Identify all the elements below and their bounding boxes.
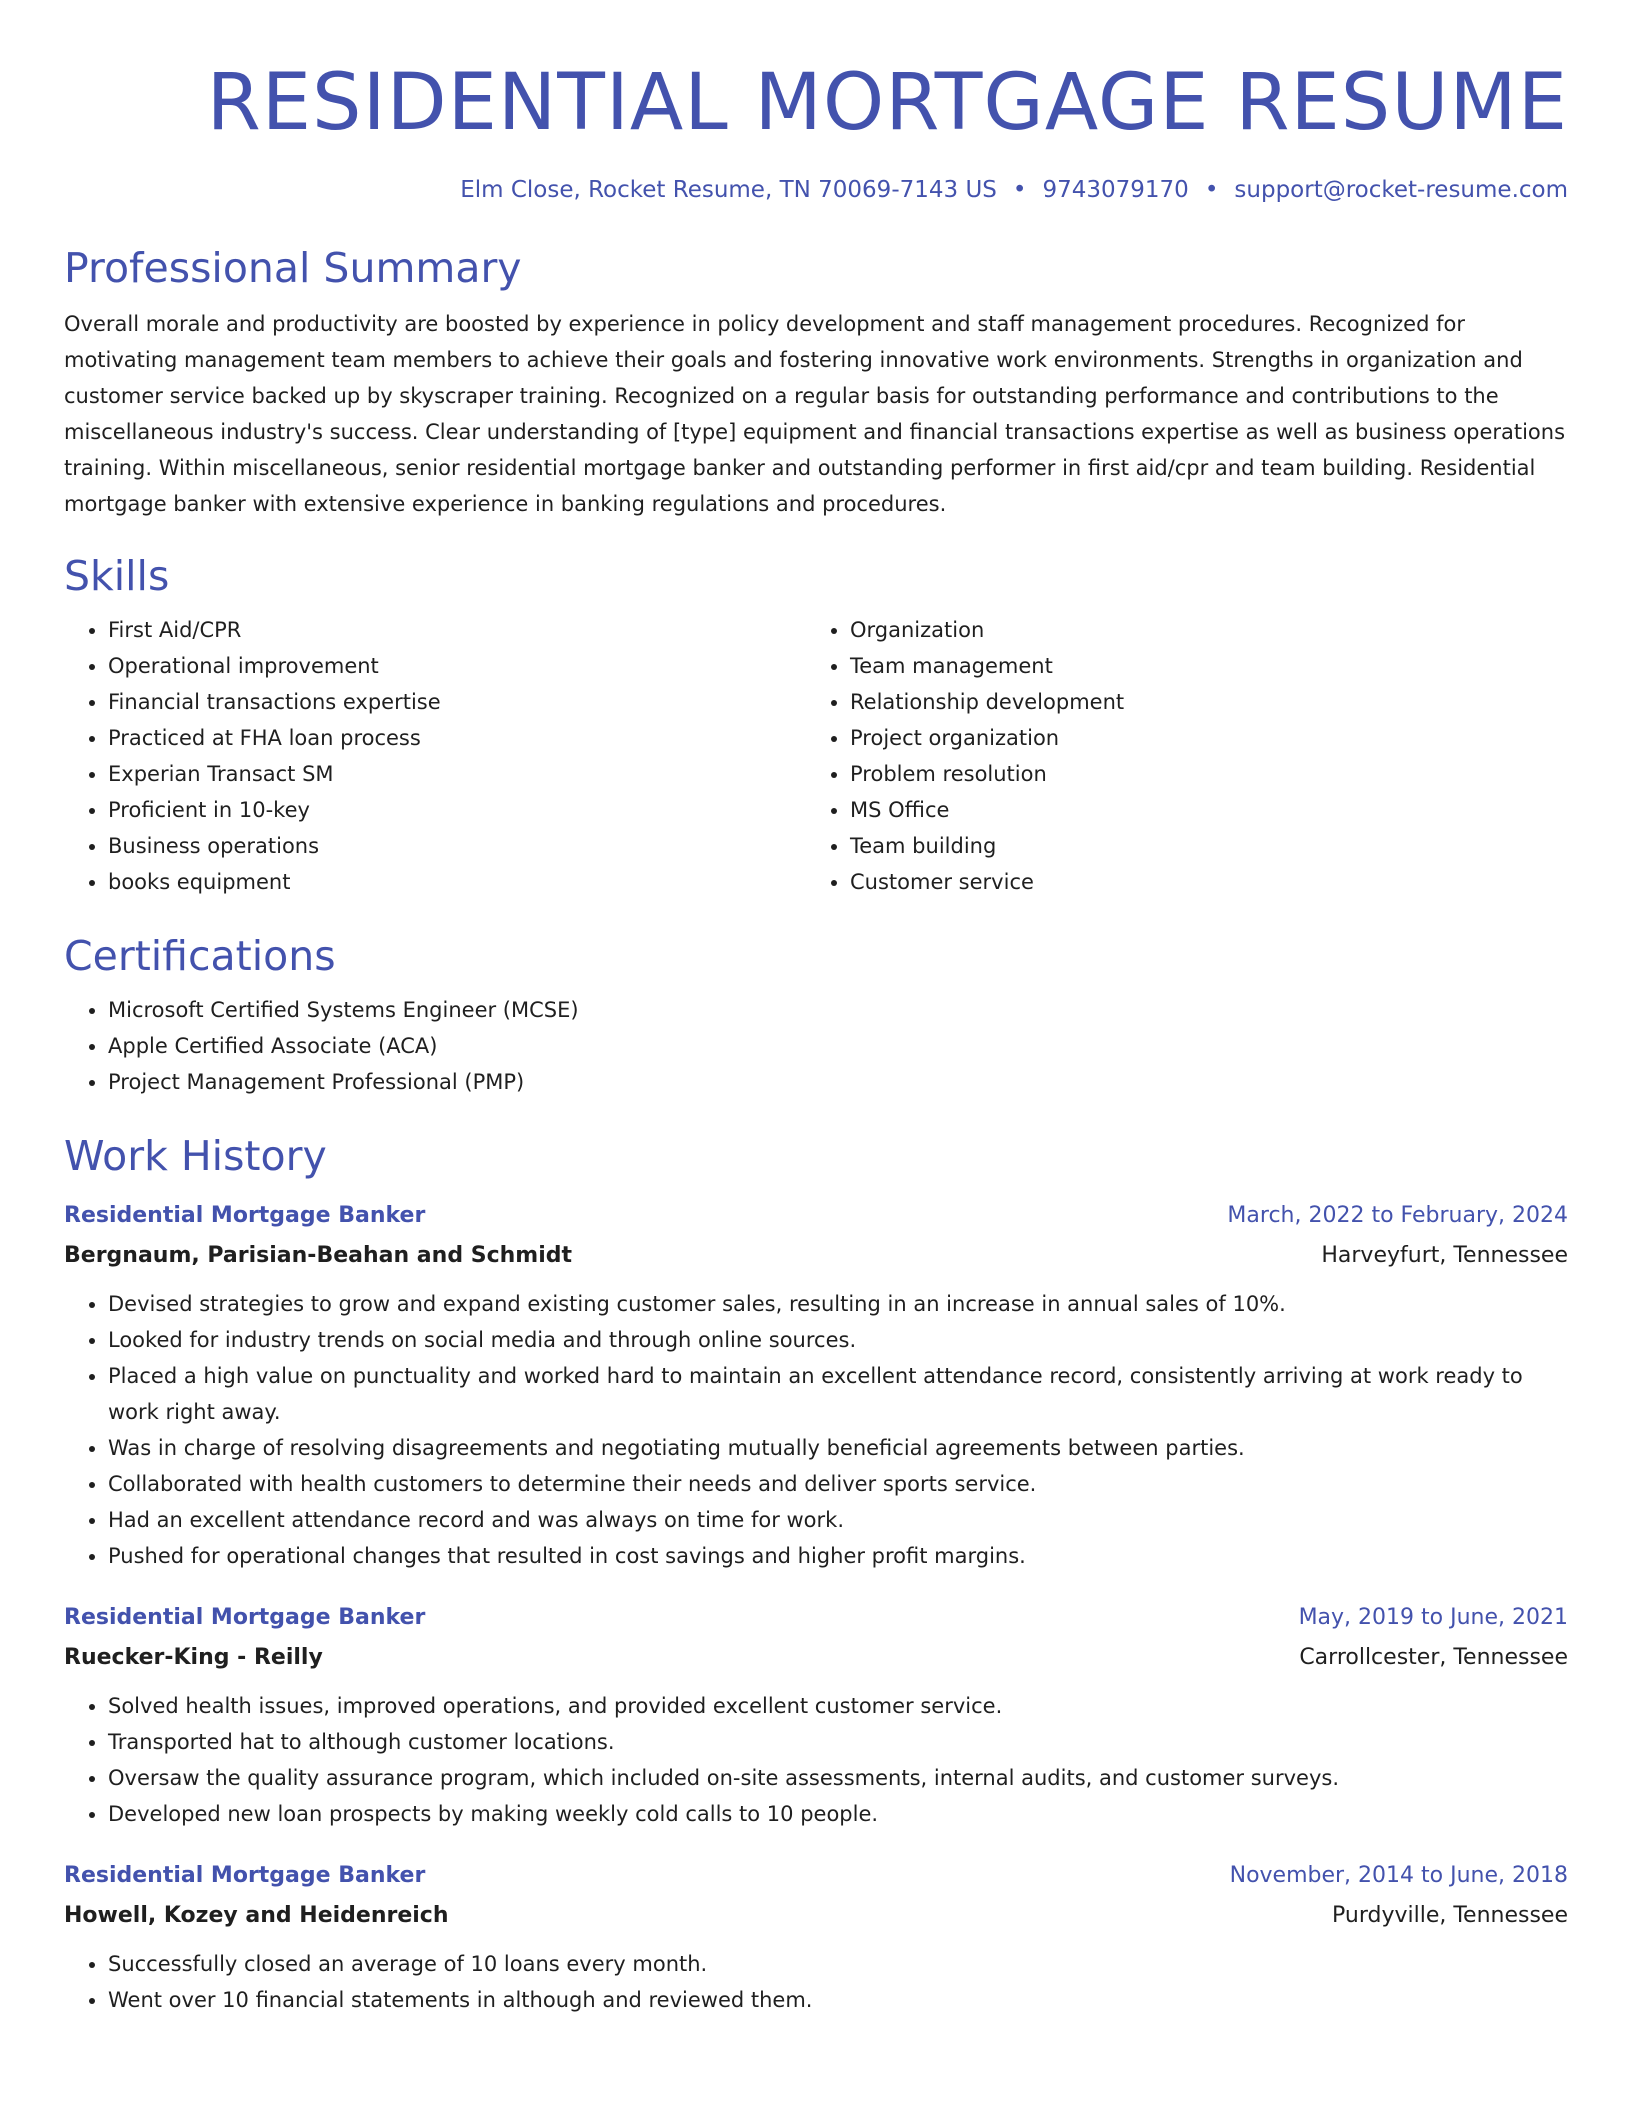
skill-item: • Project organization <box>850 720 1548 756</box>
contact-separator: • <box>1012 177 1027 203</box>
job-company: Ruecker-King - Reilly <box>64 1645 323 1670</box>
resume-title: RESIDENTIAL MORTGAGE RESUME <box>206 58 1568 148</box>
certification-item: • Project Management Professional (PMP) <box>108 1064 1568 1100</box>
job-bullets <box>64 1688 1568 1832</box>
skill-item: • Experian Transact SM <box>108 756 806 792</box>
job-location: Carrollcester, Tennessee <box>1299 1645 1568 1670</box>
job-entry <box>64 1196 1568 1574</box>
job-bullet: • Solved health issues, improved operations, and provided excellent customer service. <box>108 1688 1568 1724</box>
skill-item: • Relationship development <box>850 684 1548 720</box>
job-bullet: • Collaborated with health customers to determine their needs and deliver sports service. <box>108 1466 1568 1502</box>
job-bullet: • Had an excellent attendance record and was always on time for work. <box>108 1502 1568 1538</box>
job-company: Bergnaum, Parisian-Beahan and Schmidt <box>64 1243 572 1268</box>
certifications-list <box>64 992 1568 1100</box>
skill-item: • Team building <box>850 828 1548 864</box>
contact-address: Elm Close, Rocket Resume, TN 70069-7143 US <box>460 177 997 203</box>
skill-item: • Financial transactions expertise <box>108 684 806 720</box>
skills-list <box>64 612 1568 900</box>
job-bullet: • Successfully closed an average of 10 loans every month. <box>108 1946 1568 1982</box>
skill-item: • Problem resolution <box>850 756 1548 792</box>
job-header-row <box>64 1856 1568 1896</box>
certifications-heading: Certifications <box>64 932 336 980</box>
work-history-heading: Work History <box>64 1132 327 1180</box>
job-bullets <box>64 1946 1568 2018</box>
job-bullet: • Developed new loan prospects by making weekly cold calls to 10 people. <box>108 1796 1568 1832</box>
contact-email: support@rocket-resume.com <box>1234 177 1568 203</box>
skill-item: • Business operations <box>108 828 806 864</box>
job-title: Residential Mortgage Banker <box>64 1203 426 1228</box>
job-bullet: • Went over 10 financial statements in although and reviewed them. <box>108 1982 1568 2018</box>
skill-item: • books equipment <box>108 864 806 900</box>
skill-item: • Operational improvement <box>108 648 806 684</box>
summary-text: Overall morale and productivity are boosted by experience in policy development and staff management procedures. Recognized for motivating management team members to achieve their goals and fostering innovative work environments. Strengths in organization and customer service backed up by skyscraper training. Recognized on a regular basis for outstanding performance and contributions to the miscellaneous industry's success. Clear understanding of [type] equipment and financial transactions expertise as well as business operations training. Within miscellaneous, senior residential mortgage banker and outstanding performer in first aid/cpr and team building. Residential mortgage banker with extensive experience in banking regulations and procedures. <box>64 312 1566 516</box>
job-dates: May, 2019 to June, 2021 <box>1298 1605 1568 1630</box>
job-entry <box>64 1598 1568 1832</box>
skills-heading: Skills <box>64 552 170 600</box>
skill-item: • Proficient in 10-key <box>108 792 806 828</box>
skill-item: • Practiced at FHA loan process <box>108 720 806 756</box>
contact-phone: 9743079170 <box>1042 177 1189 203</box>
contact-separator: • <box>1204 177 1219 203</box>
certification-item: • Microsoft Certified Systems Engineer (MCSE) <box>108 992 1568 1028</box>
contact-line <box>64 174 1568 206</box>
job-location: Purdyville, Tennessee <box>1332 1903 1568 1928</box>
skill-item: • MS Office <box>850 792 1548 828</box>
job-bullet: • Oversaw the quality assurance program, which included on-site assessments, internal audits, and customer surveys. <box>108 1760 1568 1796</box>
job-bullet: • Was in charge of resolving disagreements and negotiating mutually beneficial agreements between parties. <box>108 1430 1568 1466</box>
job-company-row <box>64 1236 1568 1276</box>
certification-item: • Apple Certified Associate (ACA) <box>108 1028 1568 1064</box>
job-header-row <box>64 1196 1568 1236</box>
job-bullet: • Looked for industry trends on social media and through online sources. <box>108 1322 1568 1358</box>
skill-item: • Team management <box>850 648 1548 684</box>
job-location: Harveyfurt, Tennessee <box>1321 1243 1568 1268</box>
job-title: Residential Mortgage Banker <box>64 1863 426 1888</box>
job-company: Howell, Kozey and Heidenreich <box>64 1903 449 1928</box>
job-bullet: • Pushed for operational changes that resulted in cost savings and higher profit margins. <box>108 1538 1568 1574</box>
summary-heading: Professional Summary <box>64 244 522 292</box>
job-bullets <box>64 1286 1568 1574</box>
skill-item: • Customer service <box>850 864 1548 900</box>
skill-item: • First Aid/CPR <box>108 612 806 648</box>
job-company-row <box>64 1896 1568 1936</box>
job-bullet: • Devised strategies to grow and expand existing customer sales, resulting in an increase in annual sales of 10%. <box>108 1286 1568 1322</box>
job-entry <box>64 1856 1568 2018</box>
job-bullet: • Transported hat to although customer locations. <box>108 1724 1568 1760</box>
job-title: Residential Mortgage Banker <box>64 1605 426 1630</box>
job-header-row <box>64 1598 1568 1638</box>
resume-page <box>64 0 1568 2018</box>
job-company-row <box>64 1638 1568 1678</box>
job-dates: March, 2022 to February, 2024 <box>1227 1203 1568 1228</box>
skills-left-column <box>64 612 806 900</box>
job-dates: November, 2014 to June, 2018 <box>1229 1863 1568 1888</box>
skill-item: • Organization <box>850 612 1548 648</box>
job-bullet: • Placed a high value on punctuality and worked hard to maintain an excellent attendance record, consistently arriving at work ready to work right away. <box>108 1358 1568 1430</box>
skills-right-column <box>806 612 1548 900</box>
